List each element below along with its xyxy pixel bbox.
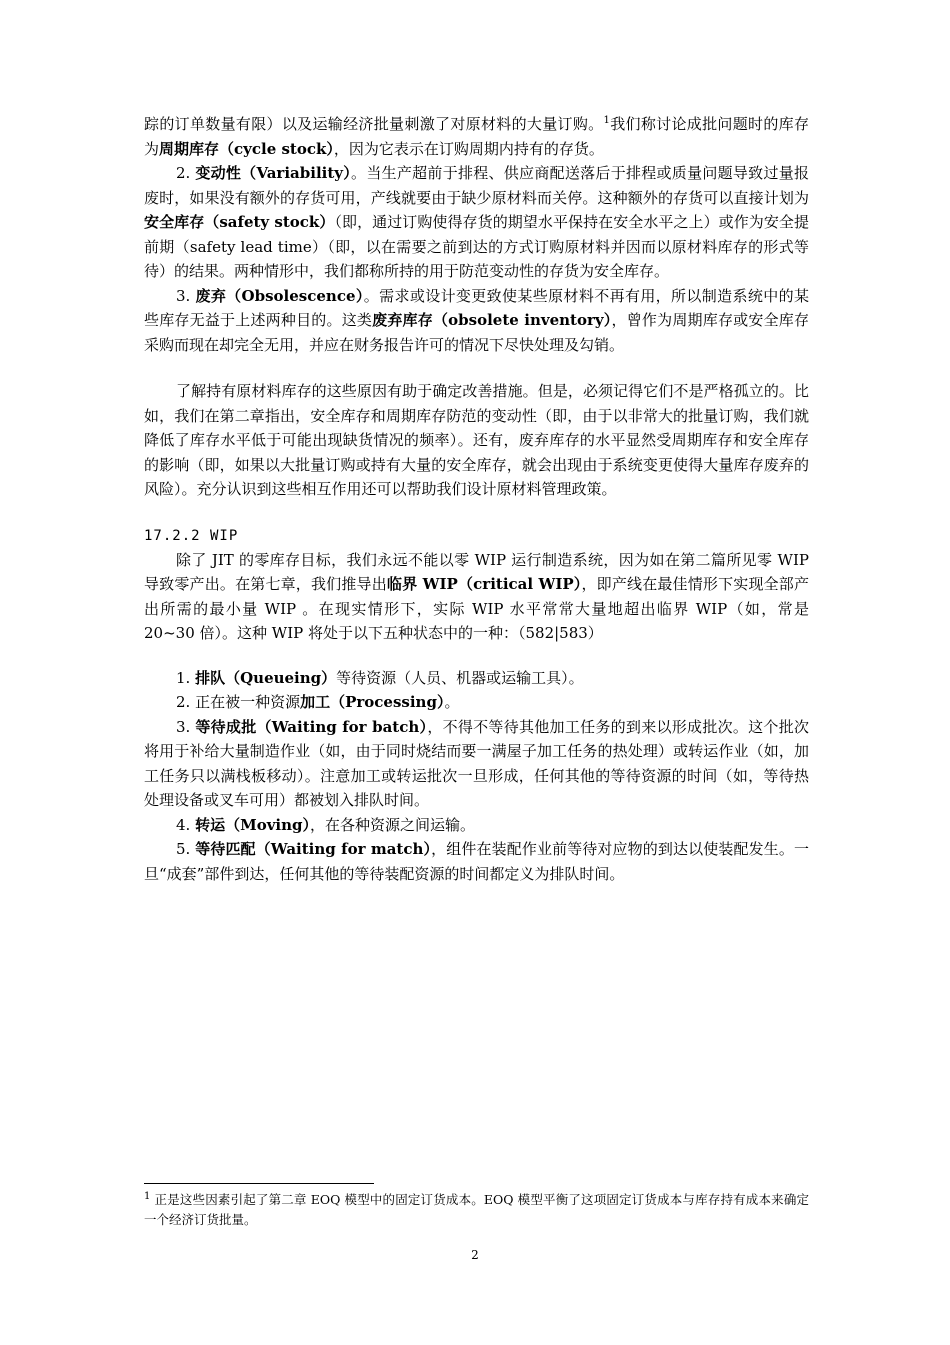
text-span: （即，通过订购使得存货的期望水平保持在安全水平之上）或作为安全提前期（safety lead time）（即，以在需要之前到达的方式订购原材料并因而以原材料库存的形式等待）的结果。两种情形中，我们都称所持的用于防范变动性的存货为安全库存。 xyxy=(144,213,809,280)
list-item-waiting-match xyxy=(144,837,809,886)
text-span: 。需求或设计变更致使某些原材料不再有用，所以制造系统中的某些库存无益于上述两种目的。这类 xyxy=(144,286,809,329)
list-number: 1. xyxy=(176,668,191,687)
text-span: ，组件在装配作业前等待对应物的到达以使装配发生。一旦“成套”部件到达，任何其他的等待装配资源的时间都定义为排队时间。 xyxy=(144,840,809,883)
paragraph-summary: 了解持有原材料库存的这些原因有助于确定改善措施。但是，必须记得它们不是严格孤立的。比如，我们在第二章指出，安全库存和周期库存防范的变动性（即，由于以非常大的批量订购，我们就降低了库存水平低于可能出现缺货情况的频率）。还有，废弃库存的水平显然受周期库存和安全库存的影响（即，如果以大批量订购或持有大量的安全库存，就会出现由于系统变更使得大量库存废弃的风险）。充分认识到这些相互作用还可以帮助我们设计原材料管理政策。 xyxy=(144,382,809,498)
footnote-divider xyxy=(144,1183,374,1184)
text-span: ，即产线在最佳情形下实现全部产出所需的最小量 WIP 。在现实情形下，实际 WIP 水平常常大量地超出临界 WIP（如，常是 20~30 倍）。这种 WIP 将处于以下五种状态中的一种：（582|583） xyxy=(144,575,809,642)
footnote-ref[interactable]: 1 xyxy=(603,115,610,126)
list-number: 4. xyxy=(176,815,191,834)
term-critical-wip: 临界 WIP（critical WIP） xyxy=(386,575,582,593)
list-number: 5. xyxy=(176,840,191,858)
footnote-marker: 1 xyxy=(144,1190,151,1202)
text-span: 正在被一种资源 xyxy=(195,693,301,711)
list-number: 2. xyxy=(176,164,191,182)
term-moving: 转运（Moving） xyxy=(195,815,311,834)
list-item-obsolescence xyxy=(144,284,809,358)
footnote xyxy=(144,1190,809,1230)
list-number: 3. xyxy=(176,286,191,305)
text-span: 。 xyxy=(444,693,460,711)
list-item-queueing xyxy=(144,666,809,691)
text-span: 除了 JIT 的零库存目标，我们永远不能以零 WIP 运行制造系统，因为如在第二篇所见零 WIP 导致零产出。在第七章，我们推导出 xyxy=(144,550,809,593)
spacer xyxy=(144,357,809,379)
text-span: 我们称讨论成批问题时的库存为 xyxy=(144,115,809,158)
footnote-text: 正是这些因素引起了第二章 EOQ 模型中的固定订货成本。EOQ 模型平衡了这项固定订货成本与库存持有成本来确定一个经济订货批量。 xyxy=(144,1192,809,1227)
term-queueing: 排队（Queueing） xyxy=(195,668,337,687)
text-span: ，因为它表示在订购周期内持有的存货。 xyxy=(333,139,604,158)
paragraph-cycle-stock xyxy=(144,112,809,161)
text-span: ，在各种资源之间运输。 xyxy=(310,815,476,834)
text-span: ，不得不等待其他加工任务的到来以形成批次。这个批次将用于补给大量制造作业（如，由于同时烧结而要一满屋子加工任务的热处理）或转运作业（如，加工任务只以满栈板移动）。注意加工或转运批次一旦形成，任何其他的等待资源的时间（如，等待热处理设备或叉车可用）都被划入排队时间。 xyxy=(144,717,809,809)
spacer xyxy=(144,646,809,666)
text-span: 。当生产超前于排程、供应商配送落后于排程或质量问题导致过量报废时，如果没有额外的存货可用，产线就要由于缺少原材料而关停。这种额外的存货可以直接计划为 xyxy=(144,164,809,207)
term-waiting-for-batch: 等待成批（Waiting for batch） xyxy=(195,717,428,736)
list-item-processing xyxy=(144,690,809,715)
list-item-moving xyxy=(144,813,809,838)
section-heading: 17.2.2 WIP xyxy=(144,527,239,544)
text-span: 等待资源（人员、机器或运输工具）。 xyxy=(336,668,584,687)
term-variability: 变动性（Variability） xyxy=(195,164,352,182)
term-safety-stock: 安全库存（safety stock） xyxy=(144,213,335,231)
text-span: 踪的订单数量有限）以及运输经济批量刺激了对原材料的大量订购。 xyxy=(144,115,604,133)
term-cycle-stock: 周期库存（cycle stock） xyxy=(159,139,334,158)
list-item-variability xyxy=(144,161,809,284)
text-span: ，曾作为周期库存或安全库存采购而现在却完全无用，并应在财务报告许可的情况下尽快处理及勾销。 xyxy=(144,311,809,354)
paragraph-wip xyxy=(144,548,809,646)
term-obsolete-inventory: 废弃库存（obsolete inventory） xyxy=(372,311,612,329)
list-number: 3. xyxy=(176,717,191,736)
spacer xyxy=(144,502,809,524)
list-item-waiting-batch xyxy=(144,715,809,813)
term-processing: 加工（Processing） xyxy=(300,693,445,711)
page-number: 2 xyxy=(471,1248,479,1262)
body-text xyxy=(144,112,809,886)
term-waiting-for-match: 等待匹配（Waiting for match） xyxy=(195,840,432,858)
term-obsolescence: 废弃（Obsolescence） xyxy=(195,286,364,305)
list-number: 2. xyxy=(176,693,191,711)
